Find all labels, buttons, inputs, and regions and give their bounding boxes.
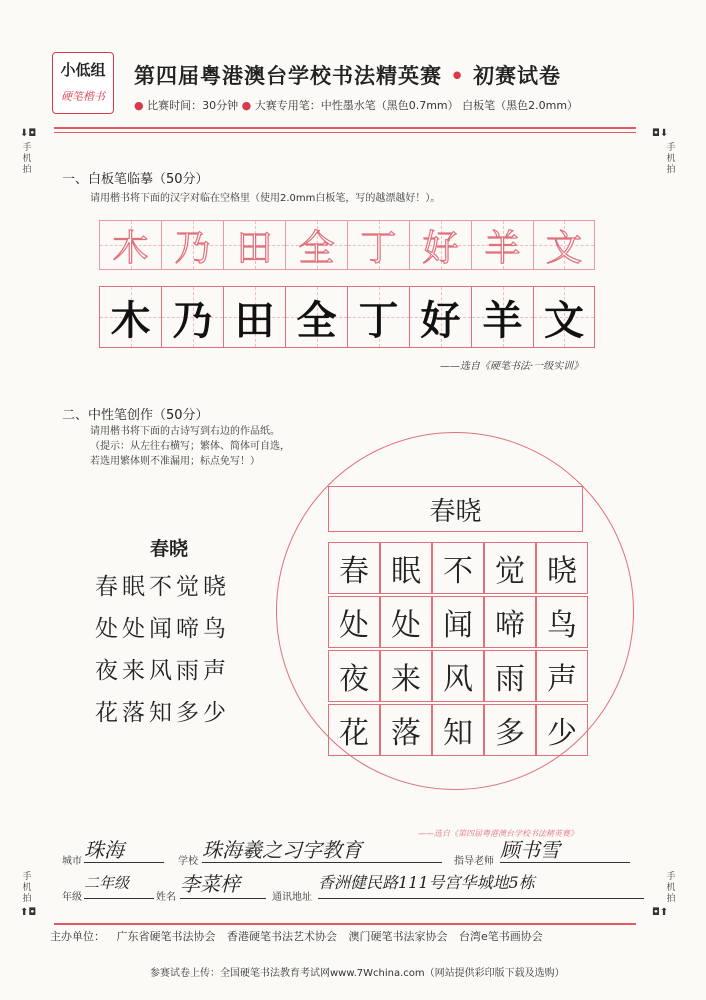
- header-divider-thin: [54, 132, 636, 133]
- work-cell[interactable]: [380, 596, 432, 648]
- work-char: 处: [339, 608, 369, 643]
- work-cell[interactable]: [432, 650, 484, 702]
- practice-cell[interactable]: [285, 286, 347, 348]
- practice-char: 羊: [482, 297, 523, 344]
- address-field[interactable]: 香洲健民路111号宫华城地5栋: [318, 870, 644, 899]
- trace-char: 丁: [360, 227, 397, 269]
- work-title-box[interactable]: [328, 486, 583, 532]
- work-char: 觉: [495, 554, 525, 589]
- work-char: 不: [443, 554, 473, 589]
- work-char: 鸟: [547, 608, 577, 643]
- trace-char: 全: [298, 227, 335, 269]
- trace-cell[interactable]: [223, 220, 285, 270]
- bullet-icon: ●: [134, 99, 144, 112]
- work-cell[interactable]: [328, 704, 380, 756]
- practice-cell[interactable]: [471, 286, 533, 348]
- practice-cell[interactable]: [409, 286, 471, 348]
- exam-subtitle: [134, 97, 578, 113]
- section2-heading: 二、中性笔创作（50分）: [62, 408, 209, 423]
- practice-char: 乃: [172, 297, 213, 344]
- instruction-line: （提示：从左往右横写；繁体、简体可自选，: [90, 441, 290, 452]
- work-char: 花: [339, 716, 369, 751]
- trace-char: 羊: [484, 227, 521, 269]
- work-grid: [328, 542, 588, 756]
- exam-title: [134, 60, 561, 90]
- work-cell[interactable]: [536, 704, 588, 756]
- footer-divider: [54, 923, 636, 925]
- badge-script: 硬笔楷书: [61, 90, 105, 103]
- teacher-label: 指导老师: [454, 856, 494, 867]
- school-field[interactable]: 珠海羲之习字教育: [202, 834, 442, 863]
- work-cell[interactable]: [484, 596, 536, 648]
- section1-source: ——选自《硬笔书法·一级实训》: [440, 361, 584, 372]
- work-cell[interactable]: [536, 596, 588, 648]
- work-cell[interactable]: [380, 704, 432, 756]
- work-cell[interactable]: [484, 704, 536, 756]
- work-cell[interactable]: [328, 542, 380, 594]
- instruction-line: 若选用繁体则不准漏用；标点免写！）: [90, 456, 260, 467]
- practice-cell[interactable]: [533, 286, 595, 348]
- side-label-right-bottom: 手机拍: [666, 872, 676, 904]
- section1-instruction: 请用楷书将下面的汉字对临在空格里（使用2.0mm白板笔，写的越漂越好！）。: [90, 193, 441, 204]
- school-label: 学校: [178, 856, 198, 867]
- poem-title: 春晓: [149, 538, 188, 560]
- work-source: ——选自《第四届粤港澳台学校书法精英赛》: [418, 829, 578, 838]
- work-cell[interactable]: [432, 542, 484, 594]
- grade-field[interactable]: 二年级: [84, 872, 154, 899]
- work-cell[interactable]: [536, 650, 588, 702]
- bullet-icon: ●: [241, 99, 252, 112]
- trace-cell[interactable]: [285, 220, 347, 270]
- work-cell[interactable]: [380, 650, 432, 702]
- trace-char: 乃: [174, 227, 211, 269]
- practice-cell[interactable]: [99, 286, 161, 348]
- poem-line: 处处闻啼鸟: [95, 616, 230, 642]
- practice-char: 田: [234, 297, 275, 344]
- practice-cell[interactable]: [347, 286, 409, 348]
- practice-cell[interactable]: [223, 286, 285, 348]
- work-cell[interactable]: [484, 650, 536, 702]
- exam-time: 比赛时间：30分钟: [147, 99, 239, 112]
- name-field[interactable]: 李菜梓: [180, 868, 266, 899]
- work-char: 多: [495, 716, 525, 751]
- practice-grid: [99, 286, 595, 348]
- trace-cell[interactable]: [347, 220, 409, 270]
- side-label-left-top: 手机拍: [22, 143, 32, 175]
- work-row: [328, 596, 588, 648]
- exam-pens: 大赛专用笔：中性墨水笔（黑色0.7mm） 白板笔（黑色2.0mm）: [254, 99, 579, 112]
- work-char: 夜: [339, 662, 369, 697]
- trace-cell[interactable]: [533, 220, 595, 270]
- practice-char: 木: [110, 297, 151, 344]
- work-char: 知: [443, 716, 473, 751]
- work-cell[interactable]: [432, 596, 484, 648]
- work-cell[interactable]: [432, 704, 484, 756]
- work-char: 来: [391, 662, 421, 697]
- work-cell[interactable]: [328, 650, 380, 702]
- trace-char: 田: [236, 227, 273, 269]
- trace-char: 木: [112, 227, 149, 269]
- work-cell[interactable]: [536, 542, 588, 594]
- city-field[interactable]: 珠海: [84, 834, 164, 863]
- camera-icon: ◘⬇: [652, 128, 669, 139]
- title-right: 初赛试卷: [473, 64, 562, 88]
- work-char: 啼: [495, 608, 525, 643]
- trace-cell[interactable]: [471, 220, 533, 270]
- badge-group: 小低组: [60, 61, 106, 79]
- poem-text: [95, 568, 230, 727]
- side-label-right-top: 手机拍: [666, 143, 676, 175]
- trace-cell[interactable]: [161, 220, 223, 270]
- address-label: 通讯地址: [272, 892, 312, 903]
- work-row: [328, 704, 588, 756]
- header-divider: [54, 127, 636, 129]
- poem-line: 夜来风雨声: [95, 658, 230, 684]
- camera-icon: ◘⬆: [652, 907, 669, 918]
- section2-instructions: [90, 424, 290, 469]
- poem-line: 花落知多少: [95, 700, 230, 726]
- work-row: [328, 650, 588, 702]
- practice-char: 好: [420, 297, 461, 344]
- work-char: 处: [391, 608, 421, 643]
- instruction-line: 请用楷书将下面的古诗写到右边的作品纸。: [90, 426, 280, 437]
- practice-char: 丁: [358, 297, 399, 344]
- grade-label: 年级: [62, 892, 82, 903]
- upload-info: 参赛试卷上传：全国硬笔书法教育考试网www.7Wchina.com（网站提供彩印版下载及选购）: [150, 968, 565, 979]
- work-char: 落: [391, 716, 421, 751]
- trace-grid: [99, 220, 595, 270]
- work-cell[interactable]: [328, 596, 380, 648]
- title-left: 第四届粤港澳台学校书法精英赛: [134, 64, 442, 88]
- work-char: 少: [547, 716, 577, 751]
- work-cell[interactable]: [380, 542, 432, 594]
- side-label-left-bottom: 手机拍: [22, 872, 32, 904]
- city-label: 城市: [62, 856, 82, 867]
- name-label: 姓名: [156, 892, 176, 903]
- trace-char: 文: [545, 227, 582, 269]
- work-char: 风: [443, 662, 473, 697]
- work-title: 春晓: [429, 496, 482, 527]
- trace-cell[interactable]: [99, 220, 161, 270]
- work-char: 声: [547, 662, 577, 697]
- camera-icon: ⬆◘: [20, 907, 37, 918]
- camera-icon: ⬇◘: [20, 128, 37, 139]
- work-cell[interactable]: [484, 542, 536, 594]
- practice-char: 文: [544, 297, 584, 344]
- trace-char: 好: [422, 227, 459, 269]
- group-badge: [52, 52, 114, 114]
- work-char: 晓: [547, 554, 577, 589]
- practice-char: 全: [296, 297, 337, 344]
- work-char: 雨: [495, 662, 525, 697]
- practice-cell[interactable]: [161, 286, 223, 348]
- work-char: 春: [339, 554, 369, 589]
- section1-heading: 一、白板笔临摹（50分）: [62, 172, 209, 187]
- trace-cell[interactable]: [409, 220, 471, 270]
- poem-line: 春眠不觉晓: [95, 574, 230, 600]
- title-dot: •: [450, 64, 465, 88]
- work-char: 闻: [443, 608, 473, 643]
- work-row: [328, 542, 588, 594]
- teacher-field[interactable]: 顾书雪: [500, 834, 630, 863]
- organizers: 主办单位： 广东省硬笔书法协会 香港硬笔书法艺术协会 澳门硬笔书法家协会 台湾e笔书画协会: [50, 930, 543, 943]
- work-char: 眠: [391, 554, 421, 589]
